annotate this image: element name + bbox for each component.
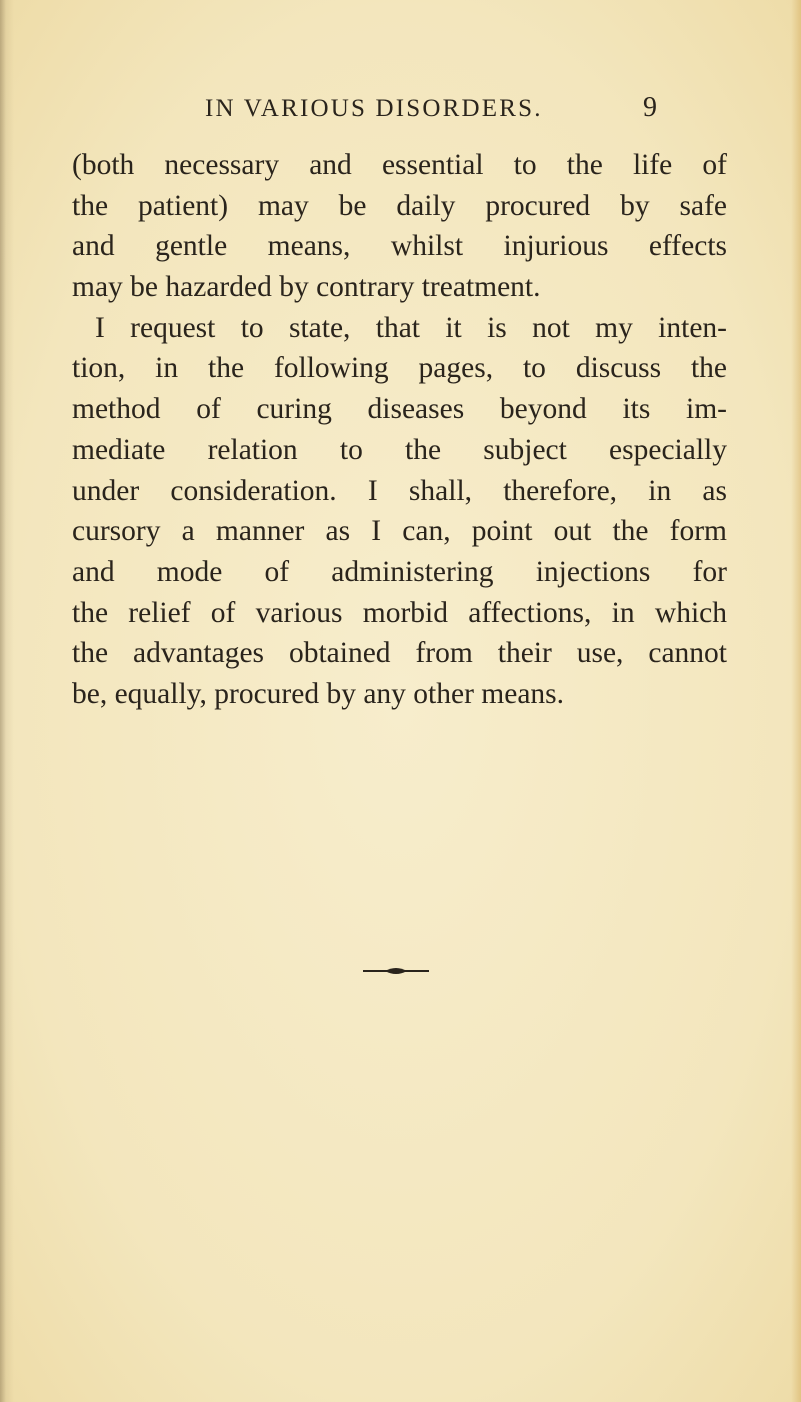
text-line: method of curing diseases beyond its im- <box>72 393 727 426</box>
text-line: under consideration. I shall, therefore, in as <box>72 474 727 507</box>
text-line: (both necessary and essential to the life of <box>72 149 727 181</box>
running-title: IN VARIOUS DISORDERS. <box>205 95 543 122</box>
body-text <box>72 145 727 715</box>
running-head <box>0 93 801 125</box>
page-number: 9 <box>643 92 657 123</box>
text-line: cursory a manner as I can, point out the form <box>72 515 727 548</box>
text-line: the advantages obtained from their use, cannot <box>72 637 727 670</box>
section-end-rule-icon <box>363 966 429 976</box>
text-line: I request to state, that it is not my inten- <box>95 311 727 344</box>
text-line: may be hazarded by contrary treatment. <box>72 271 541 304</box>
text-line: and gentle means, whilst injurious effects <box>72 230 727 263</box>
text-line: mediate relation to the subject especially <box>72 433 727 466</box>
text-line: the patient) may be daily procured by safe <box>72 189 727 222</box>
text-line: and mode of administering injections for <box>72 555 727 588</box>
text-line: tion, in the following pages, to discuss the <box>72 352 727 385</box>
text-line: the relief of various morbid affections, in which <box>72 596 727 629</box>
text-line: be, equally, procured by any other means. <box>72 677 565 710</box>
